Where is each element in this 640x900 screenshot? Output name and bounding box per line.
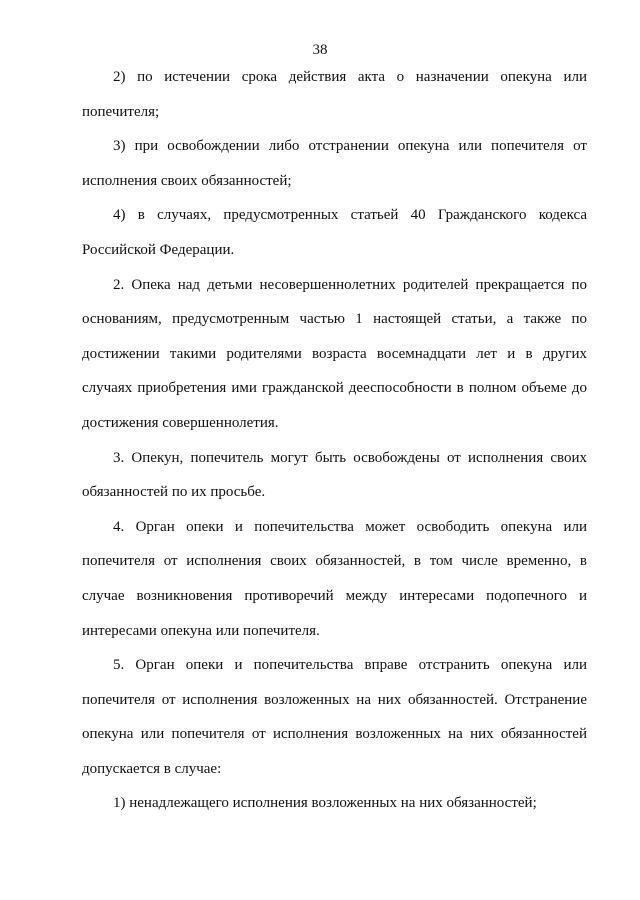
paragraph-item-1-improper-performance: 1) ненадлежащего исполнения возложенных на них обязанностей; [113, 795, 537, 812]
document-body [82, 60, 587, 821]
paragraph-item-4-civil-code-cases: 4) в случаях, предусмотренных статьей 40 Гражданского кодекса Российской Федерации. [82, 207, 587, 258]
paragraph-part-3-own-request: 3. Опекун, попечитель могут быть освобождены от исполнения своих обязанностей по их просьбе. [82, 449, 587, 501]
paragraph-item-3-release-removal: 3) при освобождении либо отстранении опекуна или попечителя от исполнения своих обязанностей; [82, 138, 587, 189]
paragraph-part-4-release-conflict: 4. Орган опеки и попечительства может освободить опекуна или попечителя от исполнения своих обязанностей, в том числе временно, в случае возникновения противоречий между интересами подопечного и интересами опекуна или попечителя. [82, 518, 587, 639]
paragraph-item-2-term-expiry: 2) по истечении срока действия акта о назначении опекуна или попечителя; [82, 69, 587, 120]
paragraph-part-2-minor-parents: 2. Опека над детьми несовершеннолетних родителей прекращается по основаниям, предусмотренным частью 1 настоящей статьи, а также по достижении такими родителями возраста восемнадцати лет и в других случаях приобретения ими гражданской дееспособности в полном объеме до достижения совершеннолетия. [82, 276, 587, 431]
page-number: 38 [312, 42, 328, 58]
paragraph-part-5-removal: 5. Орган опеки и попечительства вправе отстранить опекуна или попечителя от исполнения возложенных на них обязанностей. Отстранение опекуна или попечителя от исполнения возложенных на них обязанностей допускается в случае: [82, 657, 587, 777]
